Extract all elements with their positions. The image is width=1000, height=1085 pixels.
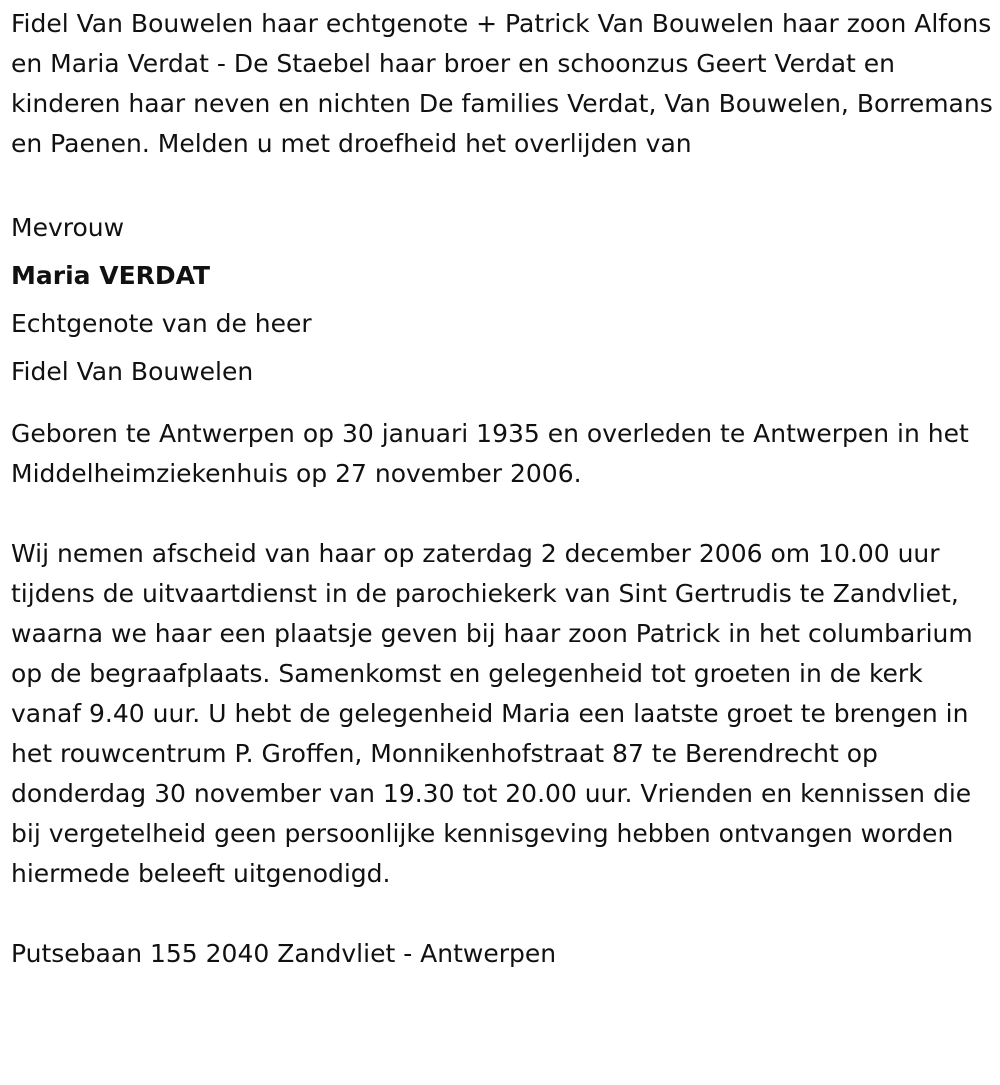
- spacer: [11, 164, 1000, 204]
- salutation: Mevrouw: [11, 213, 125, 242]
- spouse-line-1: Echtgenote van de heer: [11, 309, 312, 338]
- spouse-line-2: Fidel Van Bouwelen: [11, 357, 254, 386]
- intro-paragraph: Fidel Van Bouwelen haar echtgenote + Patrick Van Bouwelen haar zoon Alfons en Maria Verdat - De Staebel haar broer en schoonzus Geert Verdat en kinderen haar neven en nichten De families Verdat, Van Bouwelen, Borremans en Paenen. Melden u met droefheid het overlijden van: [11, 9, 993, 158]
- farewell-paragraph: Wij nemen afscheid van haar op zaterdag 2 december 2006 om 10.00 uur tijdens de uitvaartdienst in de parochiekerk van Sint Gertrudis te Zandvliet, waarna we haar een plaatsje geven bij haar zoon Patrick in het columbarium op de begraafplaats. Samenkomst en gelegenheid tot groeten in de kerk vanaf 9.40 uur. U hebt de gelegenheid Maria een laatste groet te brengen in het rouwcentrum P. Groffen, Monnikenhofstraat 87 te Berendrecht op donderdag 30 november van 19.30 tot 20.00 uur. Vrienden en kennissen die bij vergetelheid geen persoonlijke kennisgeving hebben ontvangen worden hiermede beleeft uitgenodigd.: [11, 539, 973, 888]
- deceased-name: Maria VERDAT: [11, 261, 211, 290]
- address-line: Putsebaan 155 2040 Zandvliet - Antwerpen: [11, 939, 557, 968]
- birth-death-paragraph: Geboren te Antwerpen op 30 januari 1935 en overleden te Antwerpen in het Middelheimziekenhuis op 27 november 2006.: [11, 419, 969, 488]
